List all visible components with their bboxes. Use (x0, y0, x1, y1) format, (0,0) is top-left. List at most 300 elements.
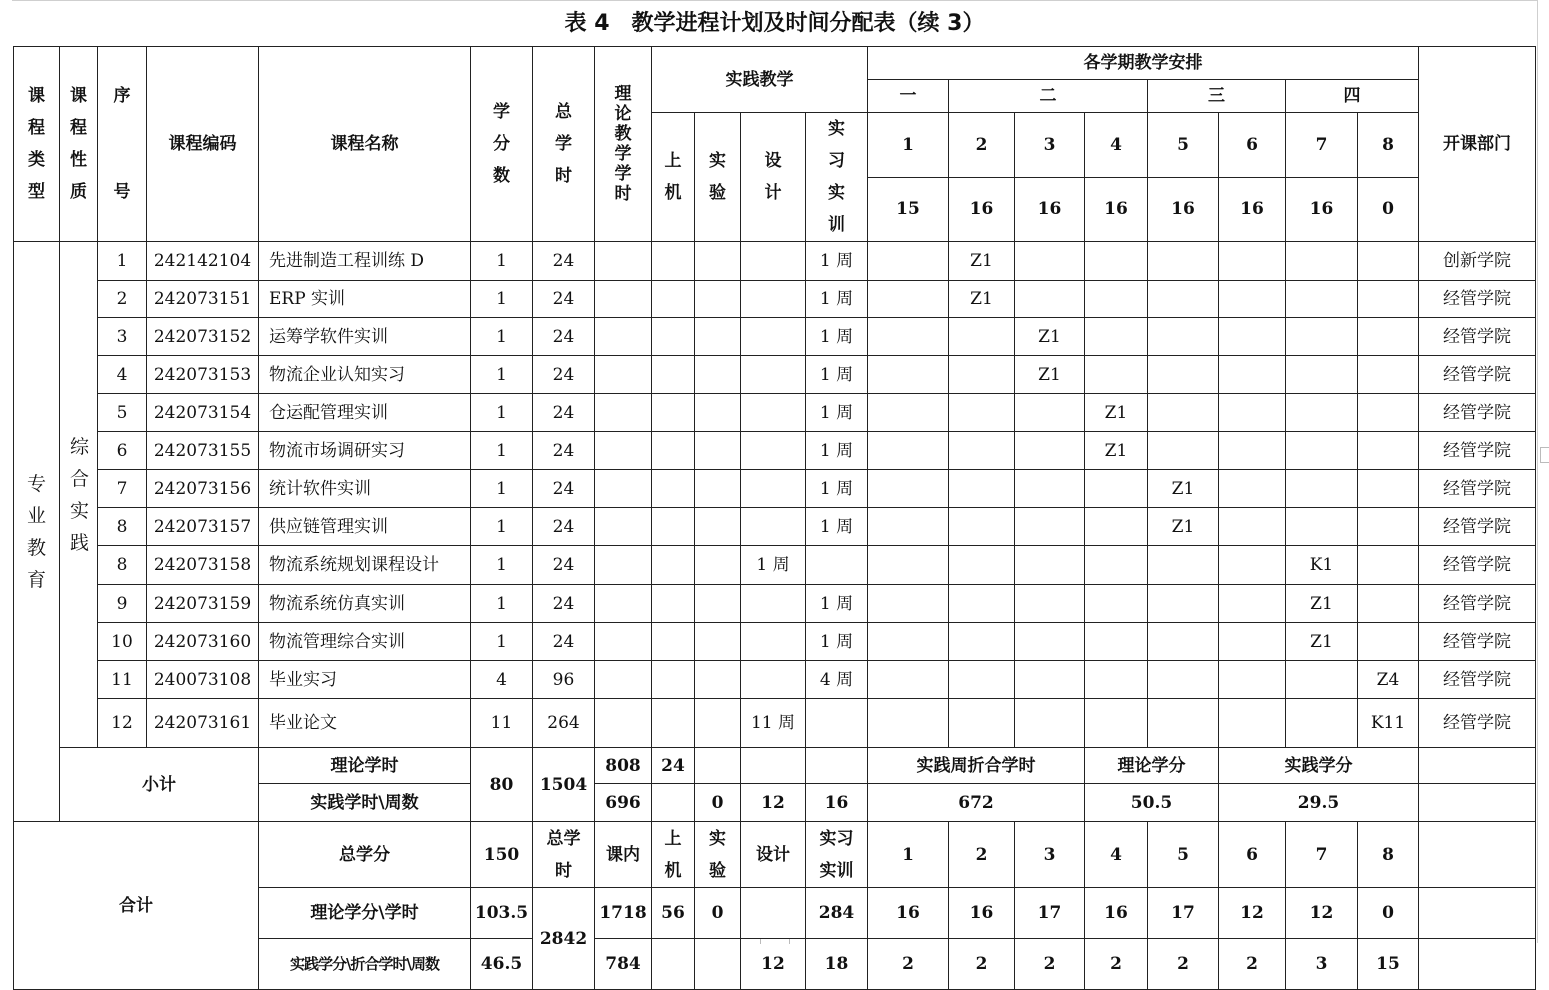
row-semester-6 (1219, 242, 1286, 281)
row-course-name: 统计软件实训 (259, 470, 471, 508)
header-semester-7: 7 (1286, 113, 1358, 178)
header-course-nature: 课程性质 (60, 47, 98, 242)
header-total-hours: 总学时 (533, 47, 595, 242)
row-credits: 1 (471, 508, 533, 546)
row-department: 创新学院 (1419, 242, 1536, 281)
row-computer (652, 623, 695, 661)
row-department: 经管学院 (1419, 508, 1536, 546)
row-semester-1 (868, 242, 949, 281)
row-department: 经管学院 (1419, 394, 1536, 432)
header-department: 开课部门 (1419, 47, 1536, 242)
row-semester-4: Z1 (1085, 432, 1148, 470)
row-semester-3 (1015, 281, 1085, 318)
subtotal-row-theory (14, 748, 1536, 784)
total-practice-semester-1: 2 (868, 939, 949, 990)
total-semester-1: 1 (868, 822, 949, 888)
subtotal-practice-label: 实践学时\周数 (259, 784, 471, 822)
row-theory-hours (595, 661, 652, 699)
total-theory-semester-3: 17 (1015, 888, 1085, 939)
row-semester-1 (868, 585, 949, 623)
row-semester-7 (1286, 508, 1358, 546)
row-credits: 1 (471, 242, 533, 281)
total-theory-experiment: 0 (695, 888, 741, 939)
row-experiment (695, 281, 741, 318)
row-experiment (695, 661, 741, 699)
row-semester-1 (868, 281, 949, 318)
group-course-nature: 综合实践 (60, 242, 98, 748)
row-theory-hours (595, 623, 652, 661)
row-internship: 1 周 (806, 585, 868, 623)
header-credits: 学分数 (471, 47, 533, 242)
row-semester-1 (868, 546, 949, 585)
row-semester-2 (949, 470, 1015, 508)
row-semester-5 (1148, 432, 1219, 470)
total-theory-semester-5: 17 (1148, 888, 1219, 939)
row-design (741, 623, 806, 661)
row-semester-2 (949, 318, 1015, 356)
total-theory-semester-4: 16 (1085, 888, 1148, 939)
row-seq: 6 (98, 432, 147, 470)
total-semester-2: 2 (949, 822, 1015, 888)
header-weeks-8: 0 (1358, 177, 1419, 242)
side-scroll-tab[interactable] (1540, 447, 1549, 463)
row-semester-6 (1219, 318, 1286, 356)
row-semester-8 (1358, 546, 1419, 585)
row-semester-1 (868, 432, 949, 470)
subtotal-theory-credit-value: 50.5 (1085, 784, 1219, 822)
row-computer (652, 508, 695, 546)
header-practice: 实践教学 (652, 47, 868, 113)
row-computer (652, 699, 695, 748)
row-computer (652, 281, 695, 318)
row-semester-8: K11 (1358, 699, 1419, 748)
row-total-hours: 24 (533, 281, 595, 318)
row-semester-6 (1219, 281, 1286, 318)
row-theory-hours (595, 318, 652, 356)
row-semester-7 (1286, 470, 1358, 508)
row-semester-4 (1085, 623, 1148, 661)
row-semester-1 (868, 699, 949, 748)
row-course-code: 242073156 (147, 470, 259, 508)
table-row (14, 356, 1536, 394)
header-year-4: 四 (1286, 80, 1419, 113)
row-semester-8 (1358, 623, 1419, 661)
header-weeks-3: 16 (1015, 177, 1085, 242)
row-total-hours: 24 (533, 318, 595, 356)
total-practice-department-empty (1419, 939, 1536, 990)
row-course-code: 242073155 (147, 432, 259, 470)
row-semester-1 (868, 318, 949, 356)
row-internship: 1 周 (806, 470, 868, 508)
total-practice-semester-6: 2 (1219, 939, 1286, 990)
row-seq: 4 (98, 356, 147, 394)
row-course-code: 242073152 (147, 318, 259, 356)
total-semester-3: 3 (1015, 822, 1085, 888)
row-semester-2: Z1 (949, 281, 1015, 318)
total-experiment-label: 实验 (695, 822, 741, 888)
header-weeks-7: 16 (1286, 177, 1358, 242)
table-row (14, 585, 1536, 623)
header-semester-2: 2 (949, 113, 1015, 178)
subtotal-practice-week-label: 实践周折合学时 (868, 748, 1085, 784)
row-semester-6 (1219, 432, 1286, 470)
total-theory-semester-2: 16 (949, 888, 1015, 939)
row-semester-6 (1219, 699, 1286, 748)
total-theory-semester-8: 0 (1358, 888, 1419, 939)
row-seq: 9 (98, 585, 147, 623)
row-theory-hours (595, 546, 652, 585)
row-semester-5 (1148, 318, 1219, 356)
total-hours: 2842 (533, 888, 595, 990)
total-theory-computer: 56 (652, 888, 695, 939)
row-credits: 1 (471, 623, 533, 661)
row-semester-7: Z1 (1286, 585, 1358, 623)
table-title: 表 4 教学进程计划及时间分配表（续 3） (564, 11, 985, 36)
row-design (741, 470, 806, 508)
row-design (741, 356, 806, 394)
row-computer (652, 356, 695, 394)
row-internship: 1 周 (806, 318, 868, 356)
row-semester-4 (1085, 470, 1148, 508)
row-semester-6 (1219, 623, 1286, 661)
header-weeks-2: 16 (949, 177, 1015, 242)
row-course-name: 仓运配管理实训 (259, 394, 471, 432)
row-design: 1 周 (741, 546, 806, 585)
row-experiment (695, 623, 741, 661)
row-semester-2 (949, 508, 1015, 546)
row-computer (652, 661, 695, 699)
row-theory-hours (595, 470, 652, 508)
row-department: 经管学院 (1419, 432, 1536, 470)
subtotal-practice-experiment: 0 (695, 784, 741, 822)
row-theory-hours (595, 394, 652, 432)
table-row (14, 470, 1536, 508)
total-credits-label: 总学分 (259, 822, 471, 888)
row-semester-4 (1085, 242, 1148, 281)
row-total-hours: 24 (533, 546, 595, 585)
total-practice-experiment (695, 939, 741, 990)
subtotal-practice-internship: 16 (806, 784, 868, 822)
row-semester-8 (1358, 281, 1419, 318)
total-semester-5: 5 (1148, 822, 1219, 888)
row-course-code: 242073160 (147, 623, 259, 661)
row-semester-3 (1015, 623, 1085, 661)
total-practice-label: 实践学分\折合学时\周数 (259, 939, 471, 990)
total-practice-semester-7: 3 (1286, 939, 1358, 990)
row-semester-8 (1358, 470, 1419, 508)
table-row (14, 281, 1536, 318)
row-semester-7 (1286, 318, 1358, 356)
row-semester-3 (1015, 585, 1085, 623)
row-theory-hours (595, 281, 652, 318)
row-semester-8 (1358, 242, 1419, 281)
row-credits: 1 (471, 356, 533, 394)
row-theory-hours (595, 508, 652, 546)
subtotal-theory-credit-label: 理论学分 (1085, 748, 1219, 784)
row-experiment (695, 318, 741, 356)
row-theory-hours (595, 242, 652, 281)
row-department: 经管学院 (1419, 623, 1536, 661)
row-semester-5: Z1 (1148, 470, 1219, 508)
table-row (14, 699, 1536, 748)
header-semester-6: 6 (1219, 113, 1286, 178)
header-seq: 序号 (98, 47, 147, 242)
row-design (741, 281, 806, 318)
row-experiment (695, 242, 741, 281)
teaching-plan-table (13, 46, 1536, 990)
row-seq: 5 (98, 394, 147, 432)
row-seq: 3 (98, 318, 147, 356)
row-course-name: 毕业实习 (259, 661, 471, 699)
row-design: 11 周 (741, 699, 806, 748)
subtotal-credits: 80 (471, 748, 533, 822)
row-seq: 8 (98, 508, 147, 546)
row-internship (806, 699, 868, 748)
header-internship: 实习实训 (806, 113, 868, 242)
row-course-name: 物流系统仿真实训 (259, 585, 471, 623)
row-course-name: 运筹学软件实训 (259, 318, 471, 356)
subtotal-department-empty-2 (1419, 784, 1536, 822)
row-semester-7 (1286, 281, 1358, 318)
row-semester-4 (1085, 281, 1148, 318)
row-semester-6 (1219, 470, 1286, 508)
row-semester-2 (949, 432, 1015, 470)
total-practice-semester-8: 15 (1358, 939, 1419, 990)
row-credits: 1 (471, 470, 533, 508)
row-internship: 1 周 (806, 508, 868, 546)
row-computer (652, 585, 695, 623)
row-semester-6 (1219, 661, 1286, 699)
row-semester-4 (1085, 318, 1148, 356)
table-row (14, 242, 1536, 281)
row-course-code: 242073154 (147, 394, 259, 432)
row-design (741, 585, 806, 623)
row-theory-hours (595, 585, 652, 623)
row-total-hours: 24 (533, 585, 595, 623)
row-semester-3 (1015, 394, 1085, 432)
row-design (741, 661, 806, 699)
row-semester-7 (1286, 242, 1358, 281)
row-course-code: 240073108 (147, 661, 259, 699)
row-experiment (695, 546, 741, 585)
table-row (14, 318, 1536, 356)
subtotal-theory-label: 理论学时 (259, 748, 471, 784)
row-semester-8 (1358, 394, 1419, 432)
row-semester-1 (868, 508, 949, 546)
page-edge-right (1537, 0, 1538, 943)
row-total-hours: 24 (533, 242, 595, 281)
row-semester-5 (1148, 661, 1219, 699)
row-computer (652, 394, 695, 432)
row-semester-3 (1015, 699, 1085, 748)
row-semester-8: Z4 (1358, 661, 1419, 699)
row-internship: 1 周 (806, 623, 868, 661)
group-course-type: 专业教育 (14, 242, 60, 822)
row-internship: 1 周 (806, 242, 868, 281)
row-design (741, 432, 806, 470)
total-practice-semester-5: 2 (1148, 939, 1219, 990)
header-semester-4: 4 (1085, 113, 1148, 178)
row-semester-5 (1148, 585, 1219, 623)
row-semester-3 (1015, 508, 1085, 546)
row-internship: 1 周 (806, 356, 868, 394)
row-semester-7: K1 (1286, 546, 1358, 585)
row-semester-6 (1219, 585, 1286, 623)
header-semester-5: 5 (1148, 113, 1219, 178)
total-theory-semester-1: 16 (868, 888, 949, 939)
row-credits: 1 (471, 546, 533, 585)
row-course-name: ERP 实训 (259, 281, 471, 318)
total-theory-credits: 103.5 (471, 888, 533, 939)
header-course-name: 课程名称 (259, 47, 471, 242)
total-practice-design: 12 (741, 939, 806, 990)
subtotal-theory-design (741, 748, 806, 784)
header-theory-hours: 理论教学学时 (595, 47, 652, 242)
row-total-hours: 24 (533, 394, 595, 432)
row-design (741, 242, 806, 281)
row-semester-2: Z1 (949, 242, 1015, 281)
row-theory-hours (595, 699, 652, 748)
header-course-code: 课程编码 (147, 47, 259, 242)
subtotal-theory-internship (806, 748, 868, 784)
row-semester-5 (1148, 699, 1219, 748)
total-theory-design (741, 888, 806, 939)
row-credits: 1 (471, 394, 533, 432)
row-semester-3 (1015, 546, 1085, 585)
row-semester-7 (1286, 699, 1358, 748)
row-semester-1 (868, 394, 949, 432)
row-course-code: 242073157 (147, 508, 259, 546)
row-credits: 1 (471, 318, 533, 356)
table-row (14, 546, 1536, 585)
row-semester-3 (1015, 470, 1085, 508)
header-weeks-6: 16 (1219, 177, 1286, 242)
row-department: 经管学院 (1419, 546, 1536, 585)
row-semester-7 (1286, 356, 1358, 394)
row-department: 经管学院 (1419, 699, 1536, 748)
header-design: 设计 (741, 113, 806, 242)
row-semester-6 (1219, 508, 1286, 546)
subtotal-department-empty (1419, 748, 1536, 784)
total-theory-label: 理论学分\学时 (259, 888, 471, 939)
total-semester-8: 8 (1358, 822, 1419, 888)
row-total-hours: 24 (533, 432, 595, 470)
row-semester-3 (1015, 242, 1085, 281)
row-internship (806, 546, 868, 585)
row-seq: 2 (98, 281, 147, 318)
total-practice-credits: 46.5 (471, 939, 533, 990)
subtotal-practice-week-value: 672 (868, 784, 1085, 822)
table-row (14, 508, 1536, 546)
row-semester-2 (949, 585, 1015, 623)
total-semester-7: 7 (1286, 822, 1358, 888)
subtotal-theory-computer: 24 (652, 748, 695, 784)
row-semester-5 (1148, 546, 1219, 585)
row-semester-7 (1286, 432, 1358, 470)
header-semester-1: 1 (868, 113, 949, 178)
row-course-code: 242073159 (147, 585, 259, 623)
row-total-hours: 24 (533, 508, 595, 546)
row-experiment (695, 356, 741, 394)
row-total-hours: 24 (533, 356, 595, 394)
header-weeks-1: 15 (868, 177, 949, 242)
table-row (14, 661, 1536, 699)
row-design (741, 318, 806, 356)
row-experiment (695, 508, 741, 546)
total-credits: 150 (471, 822, 533, 888)
row-semester-3: Z1 (1015, 318, 1085, 356)
row-semester-7 (1286, 661, 1358, 699)
row-department: 经管学院 (1419, 470, 1536, 508)
row-computer (652, 470, 695, 508)
row-internship: 1 周 (806, 394, 868, 432)
row-semester-5 (1148, 281, 1219, 318)
row-semester-4 (1085, 546, 1148, 585)
row-semester-8 (1358, 585, 1419, 623)
row-internship: 4 周 (806, 661, 868, 699)
header-semester-8: 8 (1358, 113, 1419, 178)
subtotal-theory-experiment (695, 748, 741, 784)
row-total-hours: 24 (533, 623, 595, 661)
row-course-name: 供应链管理实训 (259, 508, 471, 546)
header-year-2: 二 (949, 80, 1148, 113)
row-credits: 1 (471, 585, 533, 623)
row-course-code: 242073161 (147, 699, 259, 748)
row-semester-5 (1148, 242, 1219, 281)
row-semester-6 (1219, 546, 1286, 585)
row-course-code: 242073151 (147, 281, 259, 318)
row-semester-4 (1085, 661, 1148, 699)
row-semester-4 (1085, 585, 1148, 623)
row-semester-1 (868, 661, 949, 699)
total-practice-in-class: 784 (595, 939, 652, 990)
row-experiment (695, 432, 741, 470)
total-theory-internship: 284 (806, 888, 868, 939)
total-semester-4: 4 (1085, 822, 1148, 888)
row-seq: 8 (98, 546, 147, 585)
total-practice-semester-2: 2 (949, 939, 1015, 990)
header-experiment: 实验 (695, 113, 741, 242)
row-semester-1 (868, 623, 949, 661)
total-department-empty (1419, 822, 1536, 888)
row-course-code: 242142104 (147, 242, 259, 281)
row-credits: 11 (471, 699, 533, 748)
row-seq: 7 (98, 470, 147, 508)
row-seq: 1 (98, 242, 147, 281)
row-total-hours: 24 (533, 470, 595, 508)
row-semester-2 (949, 699, 1015, 748)
row-semester-6 (1219, 394, 1286, 432)
table-row (14, 623, 1536, 661)
row-computer (652, 432, 695, 470)
row-course-code: 242073153 (147, 356, 259, 394)
subtotal-label: 小计 (60, 748, 259, 822)
total-theory-in-class: 1718 (595, 888, 652, 939)
row-course-name: 毕业论文 (259, 699, 471, 748)
row-semester-7: Z1 (1286, 623, 1358, 661)
subtotal-practice-computer (652, 784, 695, 822)
row-semester-6 (1219, 356, 1286, 394)
row-semester-2 (949, 623, 1015, 661)
total-theory-semester-7: 12 (1286, 888, 1358, 939)
row-seq: 11 (98, 661, 147, 699)
row-course-code: 242073158 (147, 546, 259, 585)
row-department: 经管学院 (1419, 356, 1536, 394)
total-theory-department-empty (1419, 888, 1536, 939)
row-semester-4 (1085, 699, 1148, 748)
row-semester-8 (1358, 508, 1419, 546)
row-department: 经管学院 (1419, 281, 1536, 318)
